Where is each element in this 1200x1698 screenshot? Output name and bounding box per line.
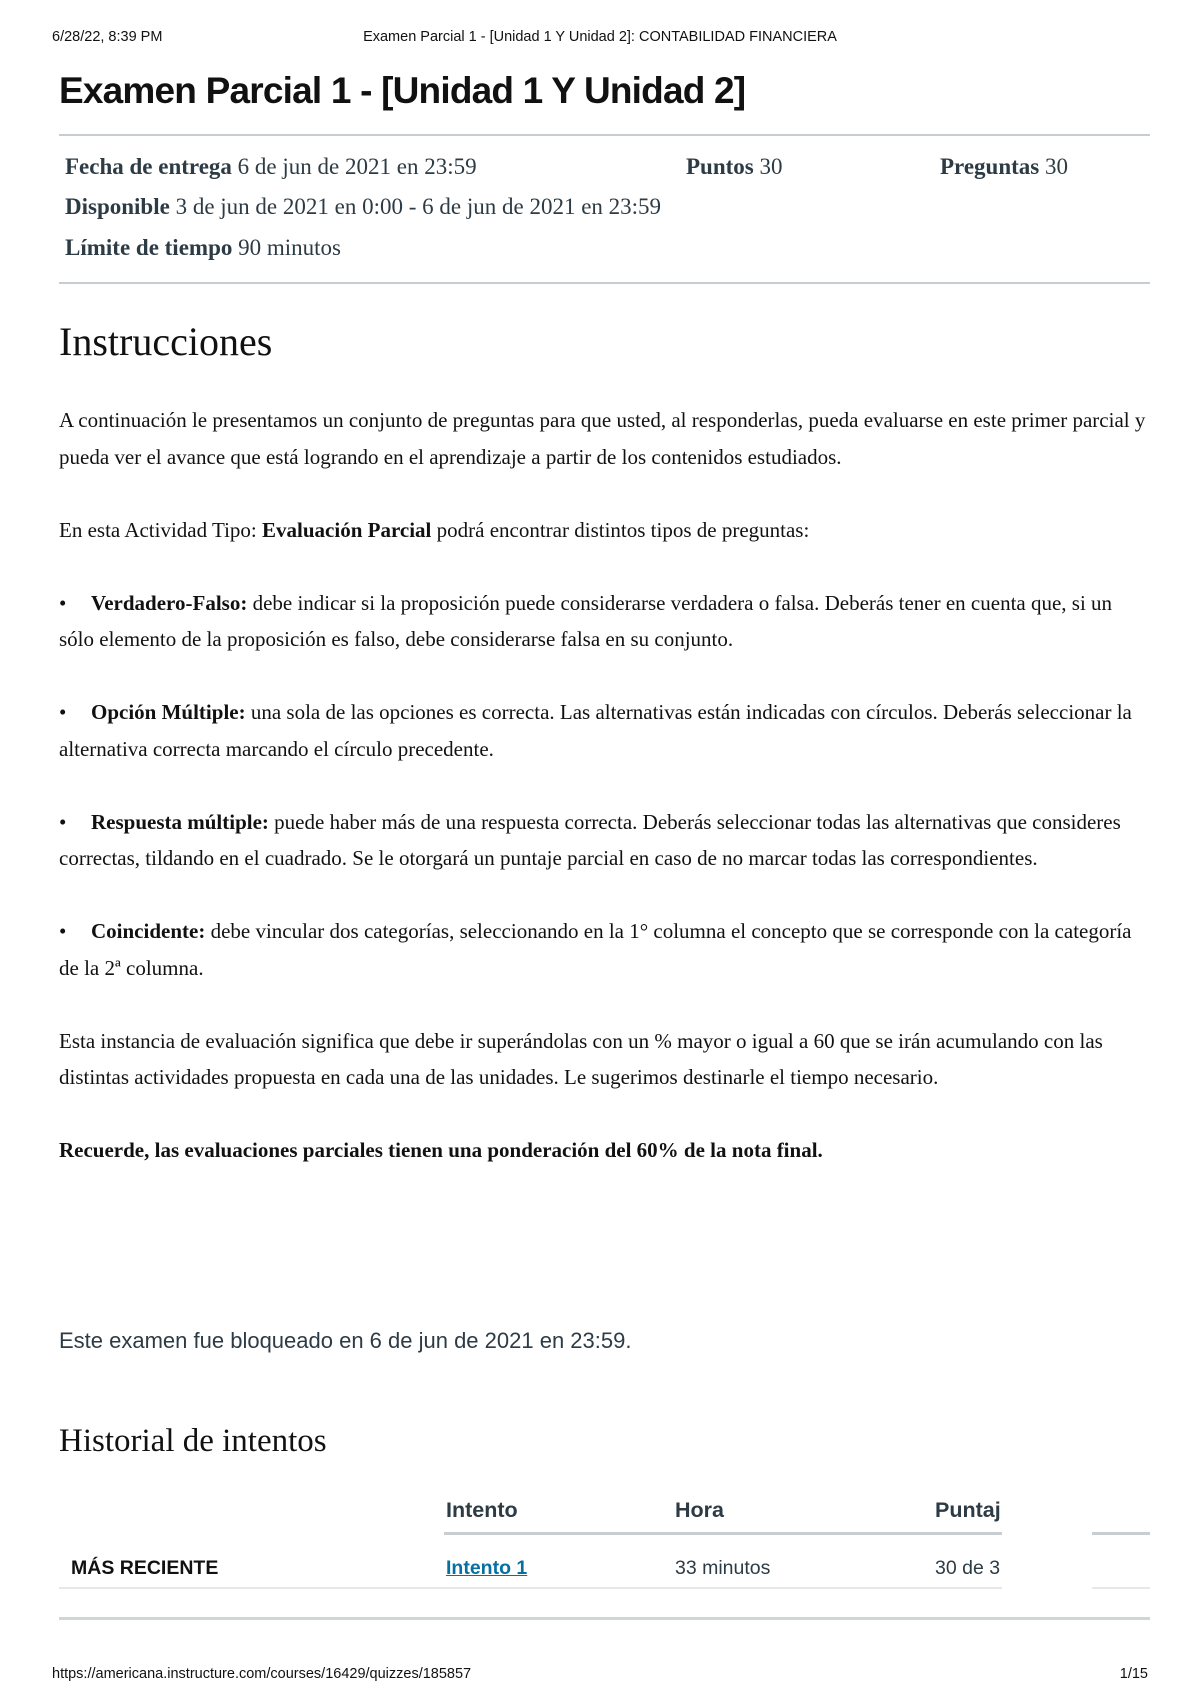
bullet-item-multiple-choice: • Opción Múltiple: una sola de las opciones es correcta. Las alternativas están indicadas con círculos. Deberás seleccionar la alternativa correcta marcando el círculo precedente. — [59, 694, 1149, 767]
available-label: Disponible — [65, 194, 170, 219]
divider — [59, 282, 1150, 284]
print-page-title: Examen Parcial 1 - [Unidad 1 Y Unidad 2]: CONTABILIDAD FINANCIERA — [363, 29, 837, 45]
questions-value: 30 — [1045, 154, 1068, 179]
column-header-time: Hora — [675, 1498, 724, 1522]
activity-type: Evaluación Parcial — [262, 517, 432, 542]
attempt-link[interactable]: Intento 1 — [446, 1557, 528, 1579]
page-title: Examen Parcial 1 - [Unidad 1 Y Unidad 2] — [59, 70, 746, 111]
bullet-item-matching: • Coincidente: debe vincular dos categorías, seleccionando en la 1° columna el concepto que se corresponde con la categoría de la 2ª columna. — [59, 913, 1149, 986]
divider — [59, 134, 1150, 136]
page-number: 1/15 — [1119, 1666, 1148, 1682]
bullet-icon: • — [59, 919, 67, 943]
time-limit-label: Límite de tiempo — [65, 235, 233, 260]
bullet-icon: • — [59, 700, 67, 724]
bullet-item-multiple-answer: • Respuesta múltiple: puede haber más de una respuesta correcta. Deberás seleccionar todas las alternativas que consideres correctas, tildando en el cuadrado. Se le otorgará un puntaje parcial en caso de no marcar todas las correspondientes. — [59, 804, 1149, 877]
print-datetime: 6/28/22, 8:39 PM — [52, 29, 163, 45]
row-divider — [59, 1587, 1150, 1589]
instructions-heading: Instrucciones — [59, 319, 273, 364]
points-value: 30 — [759, 154, 783, 179]
print-header — [52, 29, 1148, 49]
column-header-attempt: Intento — [446, 1498, 518, 1522]
available-value: 3 de jun de 2021 en 0:00 - 6 de jun de 2021 en 23:59 — [175, 194, 662, 219]
print-url: https://americana.instructure.com/courses/16429/quizzes/185857 — [52, 1666, 472, 1682]
divider — [59, 1617, 1150, 1620]
due-label: Fecha de entrega — [65, 154, 232, 179]
availability — [65, 194, 661, 220]
attempt-history-heading: Historial de intentos — [59, 1423, 327, 1459]
column-header-score: Puntaj — [935, 1498, 1001, 1522]
most-recent-label: MÁS RECIENTE — [71, 1557, 219, 1579]
bullet-icon: • — [59, 809, 67, 834]
evaluation-note: Esta instancia de evaluación significa que debe ir superándolas con un % mayor o igual a 60 que se irán acumulando con las distintas actividades propuesta en cada una de las unidades. Le sugerimos destinarle el tiempo necesario. — [59, 1028, 1103, 1089]
questions-label: Preguntas — [940, 154, 1040, 179]
reminder: Recuerde, las evaluaciones parciales tienen una ponderación del 60% de la nota final. — [59, 1138, 823, 1162]
points-label: Puntos — [686, 154, 754, 179]
questions — [940, 154, 1068, 180]
bullet-icon: • — [59, 590, 67, 615]
intro-paragraph: A continuación le presentamos un conjunto de preguntas para que usted, al responderlas, pueda evaluarse en este primer parcial y pueda ver el avance que está logrando en el aprendizaje a partir de los contenidos estudiados. — [59, 408, 1146, 469]
time-limit-value: 90 minutos — [238, 235, 341, 260]
activity-paragraph: En esta Actividad Tipo: Evaluación Parcial podrá encontrar distintos tipos de preguntas: — [59, 517, 810, 542]
attempt-score: 30 de 3 — [935, 1557, 1001, 1579]
points — [686, 154, 783, 180]
lock-notice: Este examen fue bloqueado en 6 de jun de 2021 en 23:59. — [59, 1328, 632, 1353]
due-date — [65, 154, 477, 180]
due-value: 6 de jun de 2021 en 23:59 — [237, 154, 477, 179]
instructions-body — [59, 402, 1149, 1169]
content-cutoff — [1002, 1530, 1092, 1650]
attempt-time: 33 minutos — [675, 1557, 771, 1579]
time-limit — [65, 235, 341, 261]
bullet-item-true-false: • Verdadero-Falso: debe indicar si la proposición puede considerarse verdadera o falsa. Deberás tener en cuenta que, si un sólo elemento de la proposición es falso, debe considerarse falsa en su conjunto. — [59, 585, 1149, 658]
